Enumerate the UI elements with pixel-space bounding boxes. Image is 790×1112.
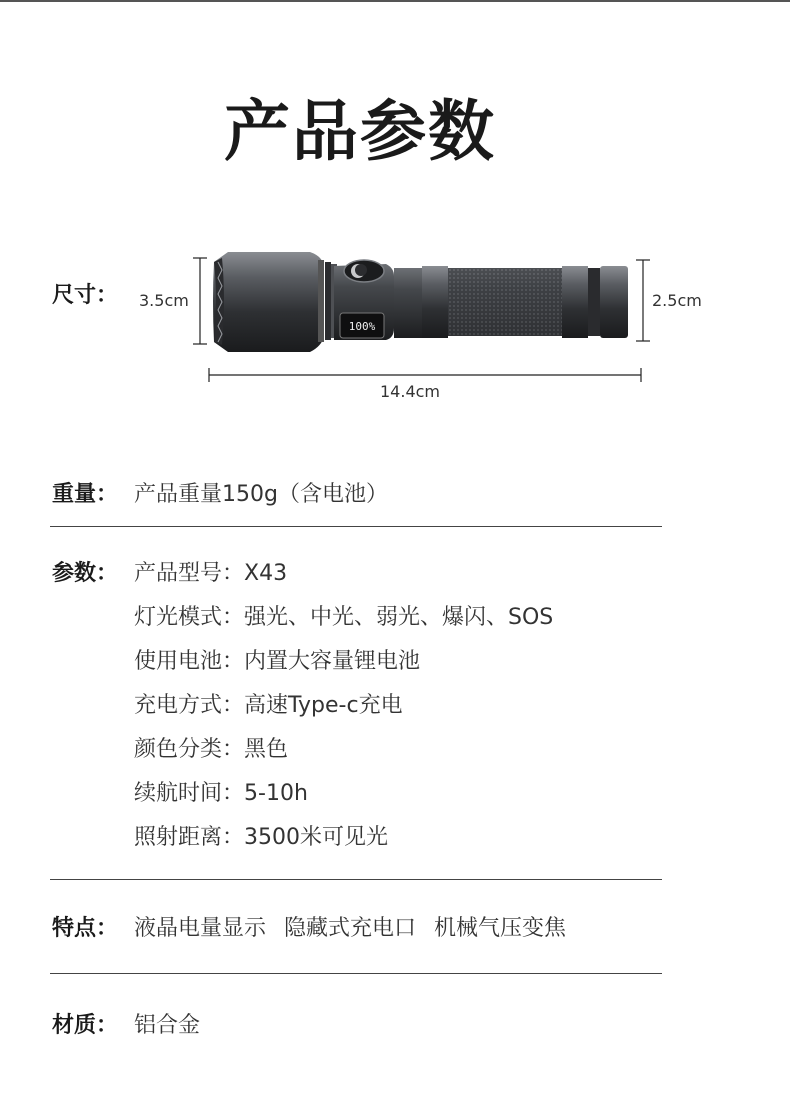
feature-item: 液晶电量显示 bbox=[134, 916, 267, 941]
param-value: 强光、中光、弱光、爆闪、SOS bbox=[244, 605, 554, 630]
param-key: 使用电池： bbox=[134, 649, 245, 674]
param-row bbox=[134, 688, 403, 719]
param-key: 充电方式： bbox=[134, 693, 245, 718]
param-key: 灯光模式： bbox=[134, 605, 245, 630]
param-row bbox=[134, 776, 308, 807]
param-value: 黑色 bbox=[244, 737, 289, 762]
param-row bbox=[134, 820, 388, 851]
features-list bbox=[134, 911, 566, 942]
param-row bbox=[134, 644, 420, 675]
material-label: 材质： bbox=[52, 1013, 119, 1038]
divider-weight bbox=[50, 526, 662, 527]
weight-label: 重量： bbox=[52, 482, 119, 507]
param-value: 高速Type-c充电 bbox=[244, 693, 403, 718]
weight-value: 产品重量150g（含电池） bbox=[134, 482, 388, 507]
param-key: 产品型号： bbox=[134, 561, 245, 586]
length-dimension: 14.4cm bbox=[380, 382, 441, 401]
param-row bbox=[134, 732, 288, 763]
features-label: 特点： bbox=[52, 916, 119, 941]
battery-display: 100% bbox=[348, 320, 376, 333]
param-key: 颜色分类： bbox=[134, 737, 245, 762]
tail-diameter: 2.5cm bbox=[652, 291, 702, 310]
material-value: 铝合金 bbox=[134, 1013, 201, 1038]
param-value: 5-10h bbox=[244, 781, 308, 806]
page-title: 产品参数 bbox=[224, 93, 496, 170]
feature-item: 机械气压变焦 bbox=[434, 916, 567, 941]
params-label: 参数： bbox=[52, 561, 119, 586]
param-key: 照射距离： bbox=[134, 825, 245, 850]
param-value: 内置大容量锂电池 bbox=[244, 649, 421, 674]
param-value: 3500米可见光 bbox=[244, 825, 389, 850]
size-label: 尺寸： bbox=[52, 283, 119, 308]
divider-params bbox=[50, 879, 662, 880]
param-value: X43 bbox=[244, 561, 288, 586]
feature-item: 隐藏式充电口 bbox=[284, 916, 417, 941]
flashlight-illustration bbox=[0, 0, 790, 420]
param-key: 续航时间： bbox=[134, 781, 245, 806]
divider-features bbox=[50, 973, 662, 974]
param-row bbox=[134, 556, 287, 587]
param-row bbox=[134, 600, 553, 631]
head-diameter: 3.5cm bbox=[139, 291, 189, 310]
